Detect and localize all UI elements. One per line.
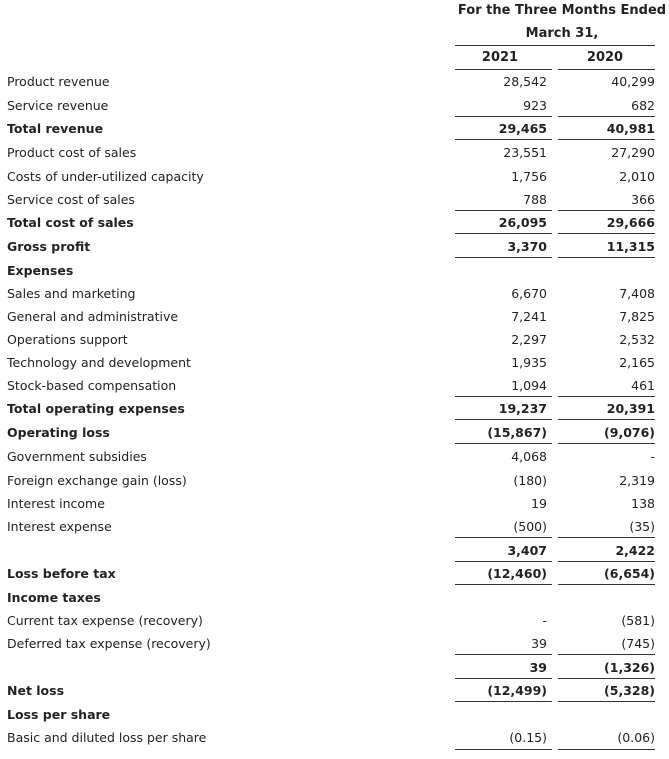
value-2020: 682 — [631, 98, 655, 113]
total-rule — [455, 139, 552, 140]
table-row — [0, 141, 669, 164]
row-label: Foreign exchange gain (loss) — [7, 473, 187, 488]
value-2020: (581) — [621, 613, 655, 628]
row-label: Total cost of sales — [7, 215, 134, 230]
value-2021: 29,465 — [498, 121, 547, 136]
table-row-subtotal — [0, 656, 669, 679]
table-row — [0, 282, 669, 305]
value-2020: 461 — [631, 378, 655, 393]
total-rule — [558, 749, 655, 750]
row-label: Product revenue — [7, 74, 110, 89]
value-2021: 39 — [529, 660, 547, 675]
value-2020: (1,326) — [604, 660, 655, 675]
value-2020: 40,981 — [606, 121, 655, 136]
total-rule — [455, 257, 552, 258]
row-label: Total revenue — [7, 121, 104, 136]
value-2020: 11,315 — [606, 239, 655, 254]
value-2020: 2,165 — [619, 355, 655, 370]
value-2020: 20,391 — [606, 401, 655, 416]
value-2020: 27,290 — [611, 145, 655, 160]
value-2020: (5,328) — [604, 683, 655, 698]
table-row-total — [0, 397, 669, 420]
value-2020: 7,408 — [619, 286, 655, 301]
value-2021: (500) — [513, 519, 547, 534]
row-label: Service revenue — [7, 98, 109, 113]
row-label: Operations support — [7, 332, 128, 347]
value-2021: 7,241 — [511, 309, 547, 324]
row-label: Loss per share — [7, 707, 111, 722]
table-row-total — [0, 562, 669, 585]
table-row — [0, 165, 669, 188]
total-rule — [455, 584, 552, 585]
row-label: Income taxes — [7, 590, 101, 605]
period-date: March 31, — [525, 26, 599, 41]
subtotal-rule — [455, 537, 552, 538]
row-label: Gross profit — [7, 239, 91, 254]
row-label: Basic and diluted loss per share — [7, 730, 207, 745]
table-row — [0, 609, 669, 632]
value-2021: 3,407 — [507, 543, 547, 558]
period-title: For the Three Months Ended — [457, 3, 667, 18]
column-header-2021: 2021 — [481, 50, 519, 65]
value-2021: - — [542, 613, 547, 628]
row-label: Interest income — [7, 496, 105, 511]
value-2021: 23,551 — [503, 145, 547, 160]
value-2020: (9,076) — [604, 425, 655, 440]
value-2021: 19,237 — [498, 401, 547, 416]
value-2020: 40,299 — [611, 74, 655, 89]
row-label: Net loss — [7, 683, 65, 698]
value-2021: (12,460) — [487, 566, 547, 581]
value-2020: (6,654) — [604, 566, 655, 581]
subtotal-rule — [455, 654, 552, 655]
value-2021: 6,670 — [511, 286, 547, 301]
subtotal-rule — [455, 419, 552, 420]
table-row-total — [0, 117, 669, 140]
subtotal-rule — [558, 654, 655, 655]
value-2021: 1,756 — [511, 169, 547, 184]
table-row-total — [0, 679, 669, 702]
total-rule — [455, 749, 552, 750]
table-row — [0, 469, 669, 492]
table-row — [0, 515, 669, 538]
value-2021: 1,094 — [511, 378, 547, 393]
value-2020: 7,825 — [619, 309, 655, 324]
value-2021: 923 — [523, 98, 547, 113]
header-rule — [455, 45, 655, 46]
row-label: Interest expense — [7, 519, 112, 534]
value-2021: (15,867) — [487, 425, 547, 440]
total-rule — [558, 701, 655, 702]
table-row — [0, 328, 669, 351]
value-2020: - — [650, 449, 655, 464]
row-label: Technology and development — [7, 355, 191, 370]
table-row — [0, 492, 669, 515]
subtotal-rule — [558, 419, 655, 420]
row-label: Current tax expense (recovery) — [7, 613, 203, 628]
table-row-total — [0, 211, 669, 234]
value-2021: (0.15) — [509, 730, 547, 745]
value-2020: 138 — [631, 496, 655, 511]
row-label: Costs of under-utilized capacity — [7, 169, 204, 184]
table-row — [0, 374, 669, 397]
value-2021: 28,542 — [503, 74, 547, 89]
total-rule — [455, 443, 552, 444]
table-row-total — [0, 421, 669, 444]
value-2020: 2,319 — [619, 473, 655, 488]
value-2021: 1,935 — [511, 355, 547, 370]
row-label: Government subsidies — [7, 449, 147, 464]
table-row-total — [0, 235, 669, 258]
row-label: Operating loss — [7, 425, 110, 440]
table-row — [0, 70, 669, 93]
value-2020: 2,532 — [619, 332, 655, 347]
table-row — [0, 726, 669, 749]
row-label: Total operating expenses — [7, 401, 185, 416]
row-label: Product cost of sales — [7, 145, 137, 160]
row-label: General and administrative — [7, 309, 179, 324]
row-label: Sales and marketing — [7, 286, 136, 301]
total-rule — [558, 584, 655, 585]
value-2021: (12,499) — [487, 683, 547, 698]
value-2021: 26,095 — [498, 215, 547, 230]
subtotal-rule — [455, 233, 552, 234]
table-row — [0, 445, 669, 468]
subtotal-rule — [558, 537, 655, 538]
value-2021: (180) — [513, 473, 547, 488]
value-2020: (745) — [621, 636, 655, 651]
total-rule — [455, 701, 552, 702]
value-2020: 2,010 — [619, 169, 655, 184]
section-heading — [0, 259, 669, 282]
value-2021: 4,068 — [511, 449, 547, 464]
column-header-2020: 2020 — [586, 50, 624, 65]
row-label: Deferred tax expense (recovery) — [7, 636, 211, 651]
total-rule — [558, 257, 655, 258]
value-2021: 39 — [531, 636, 547, 651]
value-2021: 19 — [531, 496, 547, 511]
table-row — [0, 632, 669, 655]
total-rule — [558, 443, 655, 444]
table-row-subtotal — [0, 539, 669, 562]
section-heading — [0, 586, 669, 609]
value-2021: 788 — [523, 192, 547, 207]
row-label: Service cost of sales — [7, 192, 135, 207]
value-2020: 366 — [631, 192, 655, 207]
total-rule — [558, 139, 655, 140]
value-2021: 2,297 — [511, 332, 547, 347]
subtotal-rule — [558, 233, 655, 234]
value-2020: (0.06) — [617, 730, 655, 745]
value-2020: 29,666 — [606, 215, 655, 230]
row-label: Expenses — [7, 263, 74, 278]
table-row — [0, 188, 669, 211]
value-2020: (35) — [629, 519, 655, 534]
table-row — [0, 94, 669, 117]
table-row — [0, 305, 669, 328]
value-2020: 2,422 — [615, 543, 655, 558]
value-2021: 3,370 — [507, 239, 547, 254]
row-label: Loss before tax — [7, 566, 116, 581]
row-label: Stock-based compensation — [7, 378, 177, 393]
table-row — [0, 351, 669, 374]
section-heading — [0, 703, 669, 726]
